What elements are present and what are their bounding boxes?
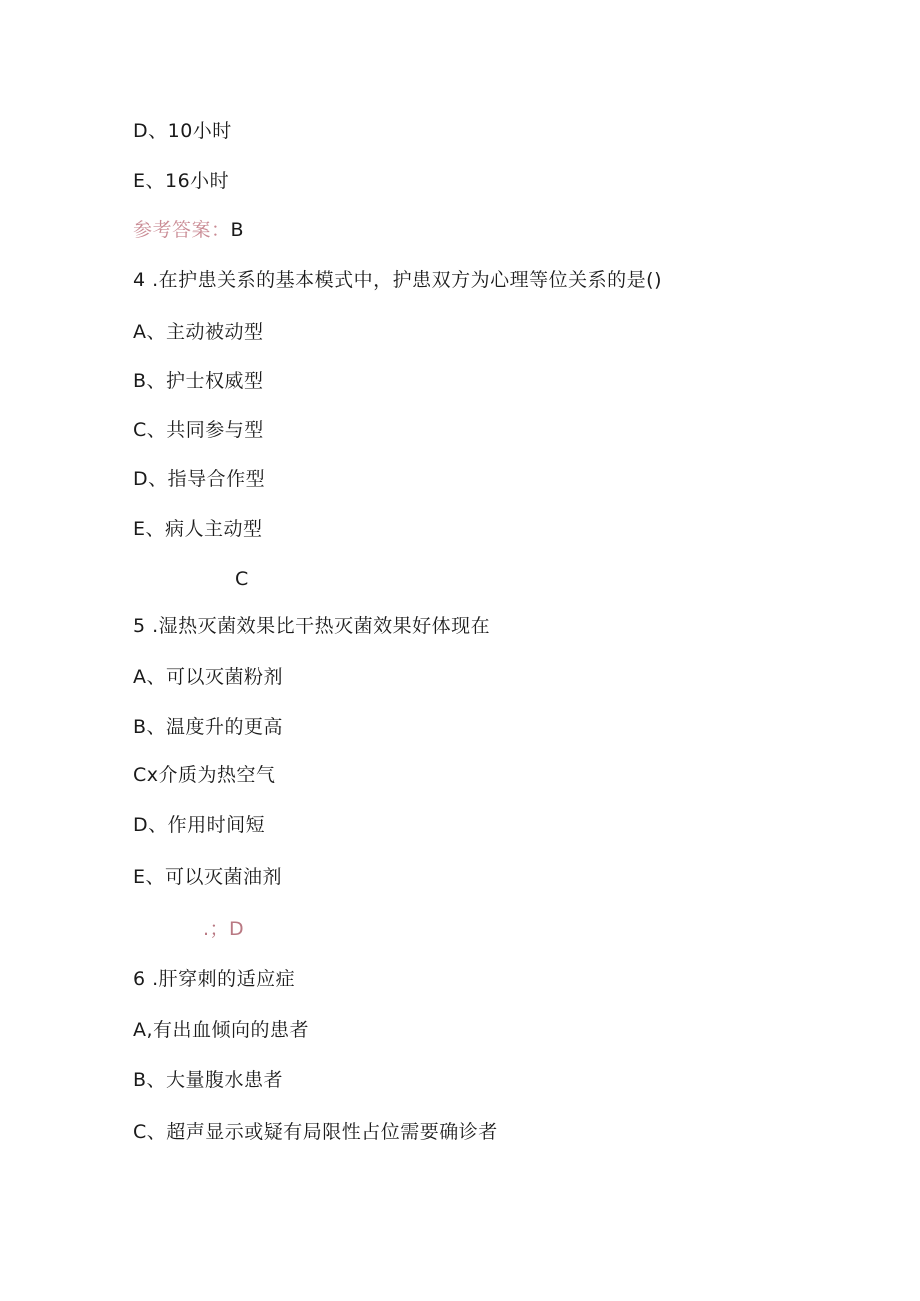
q5-option-c: Cx介质为热空气 xyxy=(133,764,276,786)
q5-option-b: B、温度升的更高 xyxy=(133,716,284,738)
q4-option-b: B、护士权威型 xyxy=(133,370,264,392)
q4-answer-value: C xyxy=(235,568,249,590)
q3-option-e: E、16小时 xyxy=(133,170,230,192)
q6-option-b: B、大量腹水患者 xyxy=(133,1069,284,1091)
q4-option-e: E、病人主动型 xyxy=(133,518,263,540)
q6-option-a: A,有出血倾向的患者 xyxy=(133,1019,310,1041)
q5-option-e: E、可以灭菌油剂 xyxy=(133,866,283,888)
q5-option-a: A、可以灭菌粉剂 xyxy=(133,666,283,688)
q4-option-d: D、指导合作型 xyxy=(133,468,266,490)
q4-option-c: C、共同参与型 xyxy=(133,419,264,441)
q4-stem: 4 .在护患关系的基本模式中，护患双方为心理等位关系的是() xyxy=(133,269,662,291)
q6-option-c: C、超声显示或疑有局限性占位需要确诊者 xyxy=(133,1121,498,1143)
answer-label: 参考答案： xyxy=(133,219,231,241)
q4-option-a: A、主动被动型 xyxy=(133,321,264,343)
q5-stem: 5 .湿热灭菌效果比干热灭菌效果好体现在 xyxy=(133,615,491,637)
q3-option-d: D、10小时 xyxy=(133,120,232,142)
q6-stem: 6 .肝穿刺的适应症 xyxy=(133,968,296,990)
q5-option-d: D、作用时间短 xyxy=(133,814,266,836)
q5-answer: .；D xyxy=(203,918,245,940)
answer-value: B xyxy=(230,219,245,241)
q3-answer xyxy=(133,217,244,243)
